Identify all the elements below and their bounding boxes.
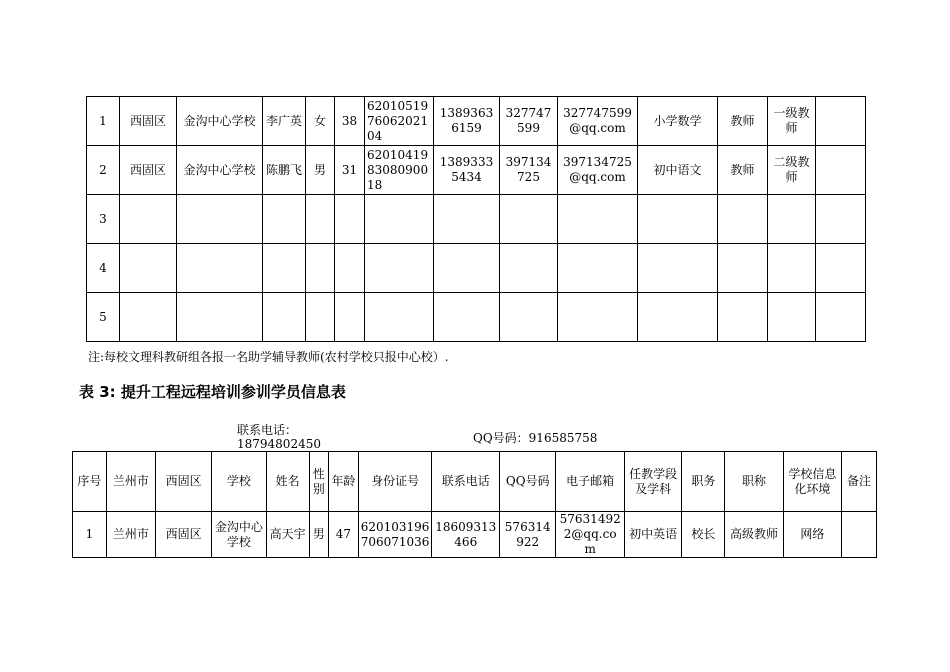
table-cell [842,512,877,558]
table-cell: 陈鹏飞 [263,146,306,195]
column-header: 联系电话 [432,452,500,512]
table-row [73,512,877,558]
table-cell [434,244,500,293]
column-header: 职称 [725,452,783,512]
table-cell: 初中语文 [638,146,718,195]
contact-phone-label: 联系电话： [237,423,298,437]
column-header: 职务 [682,452,725,512]
table-row [87,244,866,293]
table-cell [718,195,768,244]
table-cell [816,97,866,146]
table-cell: 4 [87,244,120,293]
table-cell [120,195,177,244]
column-header: 备注 [842,452,877,512]
table-cell [558,293,638,342]
column-header: QQ号码 [500,452,556,512]
table-cell: 西固区 [120,97,177,146]
table-cell [500,293,558,342]
table-cell [816,293,866,342]
table-cell [263,244,306,293]
table-row [87,97,866,146]
table-cell: 327747599@qq.com [558,97,638,146]
table-cell [335,244,365,293]
contact-phone-value: 18794802450 [237,437,321,451]
table-cell: 西固区 [155,512,211,558]
table-cell [177,293,263,342]
table-cell [500,195,558,244]
table-cell: 教师 [718,146,768,195]
table-cell: 高天宇 [266,512,309,558]
table-cell [434,293,500,342]
table-cell: 1 [73,512,107,558]
table-cell: 576314922@qq.com [556,512,625,558]
table-cell: 网络 [783,512,841,558]
table-cell [306,195,335,244]
table-cell: 18609313466 [432,512,500,558]
table-cell [638,195,718,244]
table-cell [768,195,816,244]
table-cell [558,244,638,293]
table-row [87,146,866,195]
column-header: 学校 [212,452,266,512]
table-cell: 397134725@qq.com [558,146,638,195]
table-cell: 男 [306,146,335,195]
table-cell: 13893335434 [434,146,500,195]
table-cell: 620103196706071036 [358,512,432,558]
qq-number: QQ号码：916585758 [473,431,598,445]
table-cell [500,244,558,293]
table-cell [306,244,335,293]
column-header: 性别 [309,452,328,512]
table-cell [120,244,177,293]
table-cell: 女 [306,97,335,146]
column-header: 电子邮箱 [556,452,625,512]
table-cell: 576314922 [500,512,556,558]
table-cell: 3 [87,195,120,244]
table-cell [335,293,365,342]
column-header: 姓名 [266,452,309,512]
table-cell: 初中英语 [624,512,681,558]
column-header: 身份证号 [358,452,432,512]
table-cell: 教师 [718,97,768,146]
table-cell: 5 [87,293,120,342]
table-cell [816,146,866,195]
column-header: 西固区 [155,452,211,512]
table-cell [718,244,768,293]
table-cell: 李广英 [263,97,306,146]
table-cell [365,195,434,244]
table-cell [177,244,263,293]
table-cell: 小学数学 [638,97,718,146]
trainee-table [72,451,877,558]
table-cell [120,293,177,342]
table3-title: 表 3: 提升工程远程培训参训学员信息表 [79,383,346,401]
table-cell [638,293,718,342]
table-cell: 1 [87,97,120,146]
table-cell: 兰州市 [106,512,155,558]
note-text: 注:每校文理科教研组各报一名助学辅导教师(农村学校只报中心校）. [88,350,449,364]
table-cell [365,244,434,293]
table-cell: 一级教师 [768,97,816,146]
teacher-table [86,96,866,342]
column-header: 年龄 [329,452,359,512]
table-cell [768,293,816,342]
table-cell [335,195,365,244]
table-cell [558,195,638,244]
table-cell: 二级教师 [768,146,816,195]
table-cell [638,244,718,293]
column-header: 学校信息化环境 [783,452,841,512]
table-row [87,195,866,244]
column-header: 序号 [73,452,107,512]
table-cell [434,195,500,244]
table-cell: 327747599 [500,97,558,146]
table-cell: 金沟中心学校 [212,512,266,558]
table-cell [718,293,768,342]
column-header: 任教学段及学科 [624,452,681,512]
table-cell: 13893636159 [434,97,500,146]
table-cell [177,195,263,244]
table-cell [263,195,306,244]
table-cell: 620105197606202104 [365,97,434,146]
table-cell [768,244,816,293]
table-row [87,293,866,342]
table-cell: 38 [335,97,365,146]
table-cell: 西固区 [120,146,177,195]
table-cell: 金沟中心学校 [177,97,263,146]
table-cell: 2 [87,146,120,195]
table-cell [816,244,866,293]
table-cell [263,293,306,342]
table-cell: 金沟中心学校 [177,146,263,195]
table-cell: 620104198308090018 [365,146,434,195]
table-cell [365,293,434,342]
table-cell: 47 [329,512,359,558]
header-row [73,452,877,512]
table-cell: 高级教师 [725,512,783,558]
table-cell: 397134725 [500,146,558,195]
table-cell: 31 [335,146,365,195]
table-cell [306,293,335,342]
table-cell: 校长 [682,512,725,558]
table-cell: 男 [309,512,328,558]
column-header: 兰州市 [106,452,155,512]
table-cell [816,195,866,244]
